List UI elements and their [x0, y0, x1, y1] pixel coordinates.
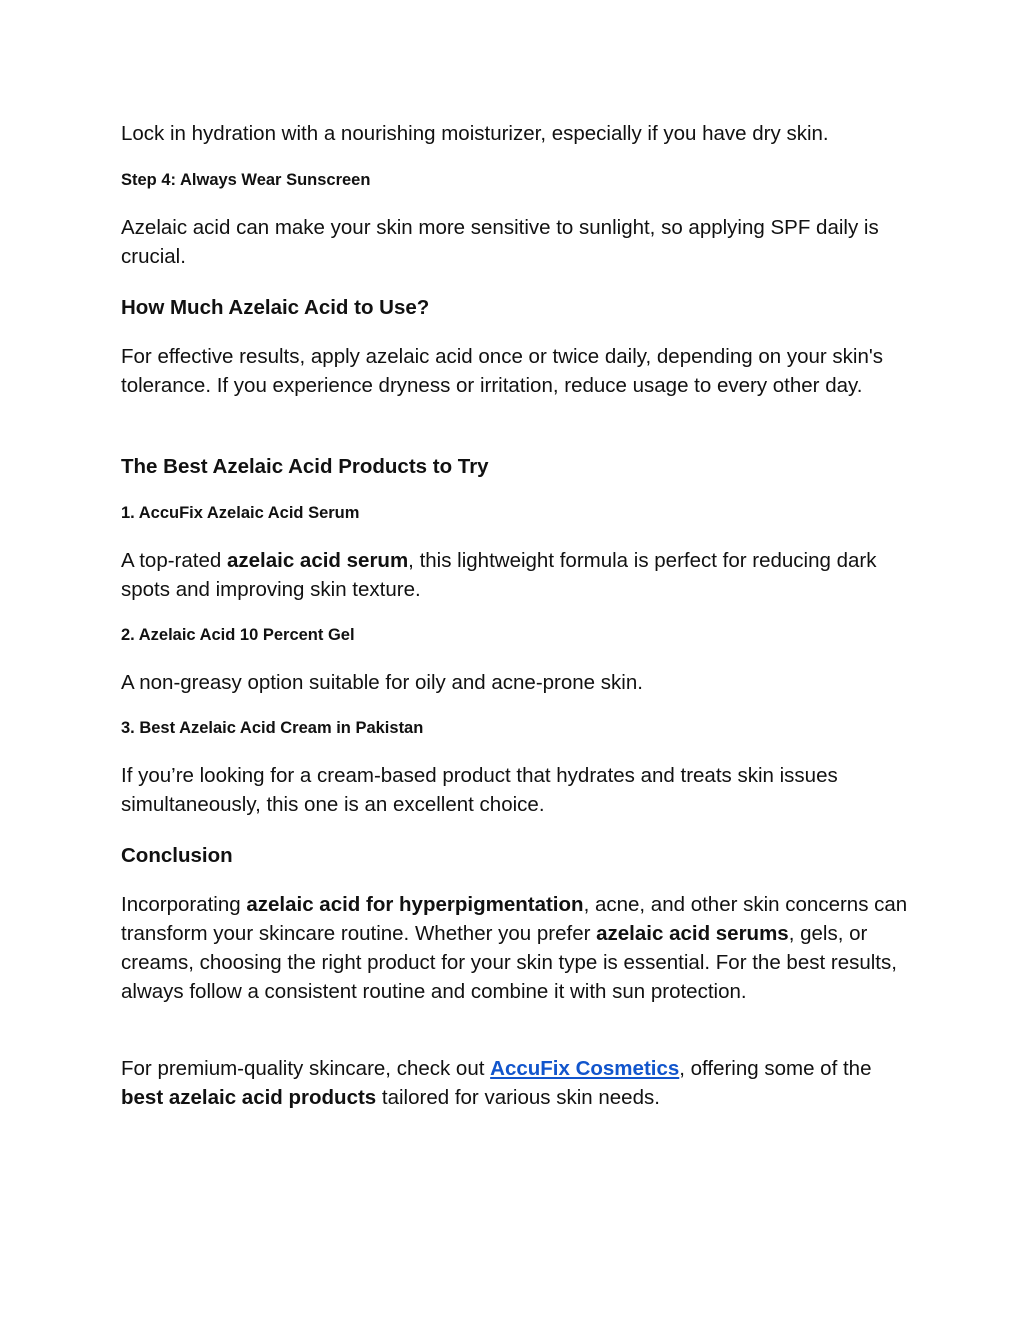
product1-heading: 1. AccuFix Azelaic Acid Serum [121, 504, 360, 522]
final-text-1: For premium-quality skincare, check out [121, 1057, 491, 1080]
final-paragraph [121, 1054, 911, 1112]
product1-text-pre: A top-rated [121, 549, 227, 572]
best-products-heading: The Best Azelaic Acid Products to Try [121, 455, 489, 478]
product1-text-post: , this lightweight formula is perfect for reducing dark spots and improving skin texture. [121, 549, 877, 601]
final-text-3: tailored for various skin needs. [376, 1086, 660, 1109]
conclusion-heading: Conclusion [121, 844, 233, 867]
product2-heading: 2. Azelaic Acid 10 Percent Gel [121, 626, 355, 644]
conclusion-bold-2: azelaic acid serums [596, 922, 789, 945]
final-text-2: , offering some of the [679, 1057, 872, 1080]
how-much-heading: How Much Azelaic Acid to Use? [121, 296, 430, 319]
step4-heading: Step 4: Always Wear Sunscreen [121, 171, 371, 189]
accufix-cosmetics-link[interactable]: AccuFix Cosmetics [490, 1057, 680, 1080]
conclusion-text-3: , gels, or creams, choosing the right product for your skin type is essential. For the best results, always follow a consistent routine and combine it with sun protection. [121, 922, 897, 1003]
product1-text-bold: azelaic acid serum [226, 549, 409, 572]
moisturize-paragraph: Lock in hydration with a nourishing moisturizer, especially if you have dry skin. [121, 122, 829, 145]
conclusion-bold-1: azelaic acid for hyperpigmentation [246, 893, 584, 916]
how-much-paragraph: For effective results, apply azelaic acid once or twice daily, depending on your skin's tolerance. If you experience dryness or irritation, reduce usage to every other day. [121, 345, 884, 397]
product2-paragraph: A non-greasy option suitable for oily and acne-prone skin. [121, 671, 643, 694]
step4-paragraph: Azelaic acid can make your skin more sensitive to sunlight, so applying SPF daily is crucial. [121, 216, 879, 268]
product1-paragraph [121, 546, 911, 604]
product3-paragraph: If you’re looking for a cream-based product that hydrates and treats skin issues simultaneously, this one is an excellent choice. [121, 764, 838, 816]
conclusion-paragraph [121, 890, 911, 1006]
conclusion-text-1: Incorporating [121, 893, 247, 916]
final-bold-1: best azelaic acid products [121, 1086, 377, 1109]
product3-heading: 3. Best Azelaic Acid Cream in Pakistan [121, 719, 424, 737]
conclusion-text-2: , acne, and other skin concerns can transform your skincare routine. Whether you prefer [121, 893, 908, 945]
